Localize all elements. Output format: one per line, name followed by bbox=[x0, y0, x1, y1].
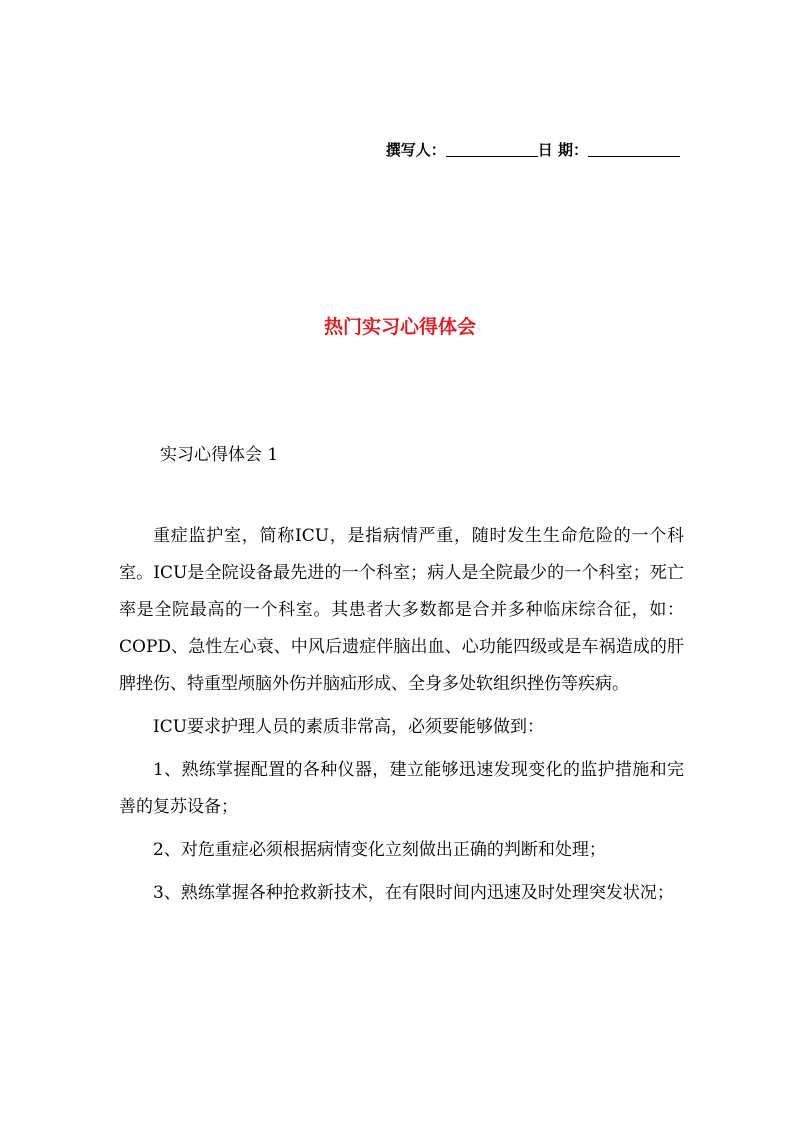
date-blank bbox=[588, 142, 680, 157]
body-text bbox=[119, 518, 684, 918]
paragraph: 重症监护室，简称ICU，是指病情严重，随时发生生命危险的一个科室。ICU是全院设备最先进的一个科室；病人是全院最少的一个科室；死亡率是全院最高的一个科室。其患者大多数都是合并多种临床综合征，如：COPD、急性左心衰、中风后遗症伴脑出血、心功能四级或是车祸造成的肝脾挫伤、特重型颅脑外伤并脑疝形成、全身多处软组织挫伤等疾病。 bbox=[119, 526, 684, 694]
author-label: 撰写人： bbox=[385, 141, 446, 159]
paragraph: 1、熟练掌握配置的各种仪器，建立能够迅速发现变化的监护措施和完善的复苏设备； bbox=[119, 760, 684, 817]
paragraph: ICU要求护理人员的素质非常高，必须要能够做到： bbox=[153, 717, 545, 737]
author-date-line bbox=[0, 139, 680, 160]
section-heading: 实习心得体会 1 bbox=[160, 445, 279, 465]
document-title: 热门实习心得体会 bbox=[323, 316, 476, 338]
date-label: 日 期： bbox=[537, 141, 588, 159]
paragraph: 2、对危重症必须根据病情变化立刻做出正确的判断和处理； bbox=[153, 840, 606, 860]
author-blank bbox=[446, 142, 538, 157]
paragraph: 3、熟练掌握各种抢救新技术，在有限时间内迅速及时处理突发状况； bbox=[153, 883, 674, 903]
